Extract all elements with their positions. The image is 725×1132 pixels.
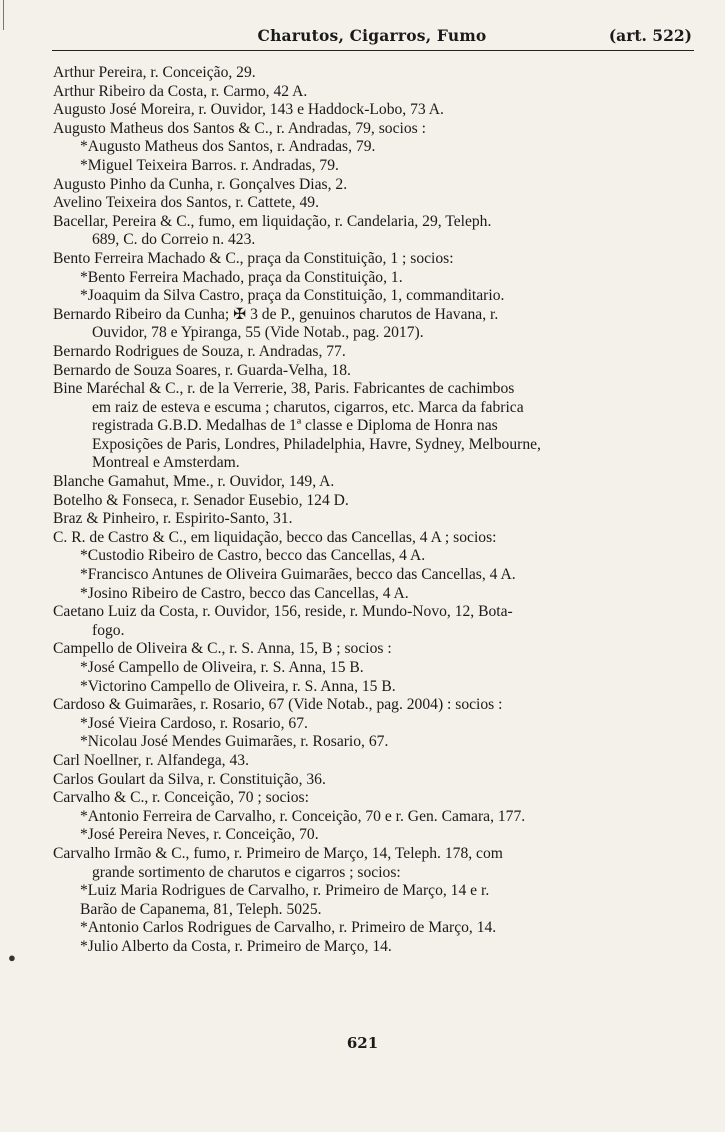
partner-line: *Francisco Antunes de Oliveira Guimarães, becco das Cancellas, 4 A. xyxy=(80,566,516,584)
partner-line: *Antonio Ferreira de Carvalho, r. Conceição, 70 e r. Gen. Camara, 177. xyxy=(80,807,526,825)
partner-line: *Victorino Campello de Oliveira, r. S. Anna, 15 B. xyxy=(80,677,396,695)
directory-entry: Augusto Matheus dos Santos & C., r. Andradas, 79, socios : xyxy=(53,119,426,137)
entry-continuation: em raiz de esteva e escuma ; charutos, cigarros, etc. Marca da fabrica xyxy=(92,398,524,416)
partner-line: *Joaquim da Silva Castro, praça da Constituição, 1, commanditario. xyxy=(80,287,505,305)
entry-continuation: Exposições de Paris, Londres, Philadelphia, Havre, Sydney, Melbourne, xyxy=(92,435,541,453)
directory-entry: Bacellar, Pereira & C., fumo, em liquidação, r. Candelaria, 29, Teleph. xyxy=(53,212,492,230)
directory-entry: Bine Maréchal & C., r. de la Verrerie, 38, Paris. Fabricantes de cachimbos xyxy=(53,380,515,398)
partner-line: *José Vieira Cardoso, r. Rosario, 67. xyxy=(80,714,308,732)
entry-continuation: Montreal e Amsterdam. xyxy=(92,454,240,472)
header-article: (art. 522) xyxy=(608,26,692,45)
directory-entry: Bernardo Rodrigues de Souza, r. Andradas, 77. xyxy=(53,342,346,360)
directory-entry: Cardoso & Guimarães, r. Rosario, 67 (Vide Notab., pag. 2004) : socios : xyxy=(53,696,503,714)
directory-entry: Augusto José Moreira, r. Ouvidor, 143 e Haddock-Lobo, 73 A. xyxy=(53,101,444,119)
page-number: 621 xyxy=(346,1034,379,1052)
partner-line: *Bento Ferreira Machado, praça da Constituição, 1. xyxy=(80,268,403,286)
partner-line: *Nicolau José Mendes Guimarães, r. Rosario, 67. xyxy=(80,733,389,751)
partner-line: *José Campello de Oliveira, r. S. Anna, 15 B. xyxy=(80,659,364,676)
entry-continuation: fogo. xyxy=(92,621,125,639)
directory-entry: Arthur Pereira, r. Conceição, 29. xyxy=(53,64,256,81)
directory-entry: Carl Noellner, r. Alfandega, 43. xyxy=(53,751,249,769)
header-rule xyxy=(52,50,694,51)
directory-entry: Carlos Goulart da Silva, r. Constituição, 36. xyxy=(53,770,326,788)
directory-entry: Blanche Gamahut, Mme., r. Ouvidor, 149, A. xyxy=(53,473,335,491)
directory-entry: Avelino Teixeira dos Santos, r. Cattete, 49. xyxy=(53,194,319,212)
partner-line: *Miguel Teixeira Barros. r. Andradas, 79. xyxy=(80,156,339,174)
directory-entry: Bernardo Ribeiro da Cunha; ✠ 3 de P., genuinos charutos de Havana, r. xyxy=(53,305,499,323)
header-title: Charutos, Cigarros, Fumo xyxy=(257,26,487,45)
entry-continuation: Ouvidor, 78 e Ypiranga, 55 (Vide Notab., pag. 2017). xyxy=(92,324,424,342)
directory-entry: Carvalho Irmão & C., fumo, r. Primeiro de Março, 14, Teleph. 178, com xyxy=(53,844,503,862)
page-header xyxy=(52,26,692,48)
directory-entry: Braz & Pinheiro, r. Espirito-Santo, 31. xyxy=(53,510,293,528)
entry-continuation: 689, C. do Correio n. 423. xyxy=(92,231,256,249)
directory-entry: Campello de Oliveira & C., r. S. Anna, 15, B ; socios : xyxy=(53,640,392,658)
partner-line: *Antonio Carlos Rodrigues de Carvalho, r. Primeiro de Março, 14. xyxy=(80,919,497,937)
directory-entry: Arthur Ribeiro da Costa, r. Carmo, 42 A. xyxy=(53,82,308,100)
directory-entry: Bento Ferreira Machado & C., praça da Constituição, 1 ; socios: xyxy=(53,249,454,267)
partner-line: *Luiz Maria Rodrigues de Carvalho, r. Primeiro de Março, 14 e r. xyxy=(80,882,490,900)
directory-entry: C. R. de Castro & C., em liquidação, becco das Cancellas, 4 A ; socios: xyxy=(53,528,497,546)
partner-line: *Josino Ribeiro de Castro, becco das Cancellas, 4 A. xyxy=(80,584,409,602)
margin-blot: ● xyxy=(8,950,16,965)
entry-continuation: registrada G.B.D. Medalhas de 1ª classe e Diploma de Honra nas xyxy=(92,417,498,435)
partner-line: *José Pereira Neves, r. Conceição, 70. xyxy=(80,826,319,844)
entry-continuation: grande sortimento de charutos e cigarros ; socios: xyxy=(92,863,401,881)
margin-mark-line xyxy=(3,0,4,30)
directory-entry: Carvalho & C., r. Conceição, 70 ; socios: xyxy=(53,789,309,807)
entry-list xyxy=(53,64,693,957)
directory-entry: Bernardo de Souza Soares, r. Guarda-Velha, 18. xyxy=(53,361,351,379)
partner-line: *Custodio Ribeiro de Castro, becco das Cancellas, 4 A. xyxy=(80,547,426,565)
partner-line: Barão de Capanema, 81, Teleph. 5025. xyxy=(80,900,322,918)
directory-entry: Caetano Luiz da Costa, r. Ouvidor, 156, reside, r. Mundo-Novo, 12, Bota- xyxy=(53,603,513,621)
partner-line: *Julio Alberto da Costa, r. Primeiro de Março, 14. xyxy=(80,937,392,955)
directory-entry: Botelho & Fonseca, r. Senador Eusebio, 124 D. xyxy=(53,491,349,509)
partner-line: *Augusto Matheus dos Santos, r. Andradas, 79. xyxy=(80,138,376,156)
directory-entry: Augusto Pinho da Cunha, r. Gonçalves Dias, 2. xyxy=(53,175,348,193)
